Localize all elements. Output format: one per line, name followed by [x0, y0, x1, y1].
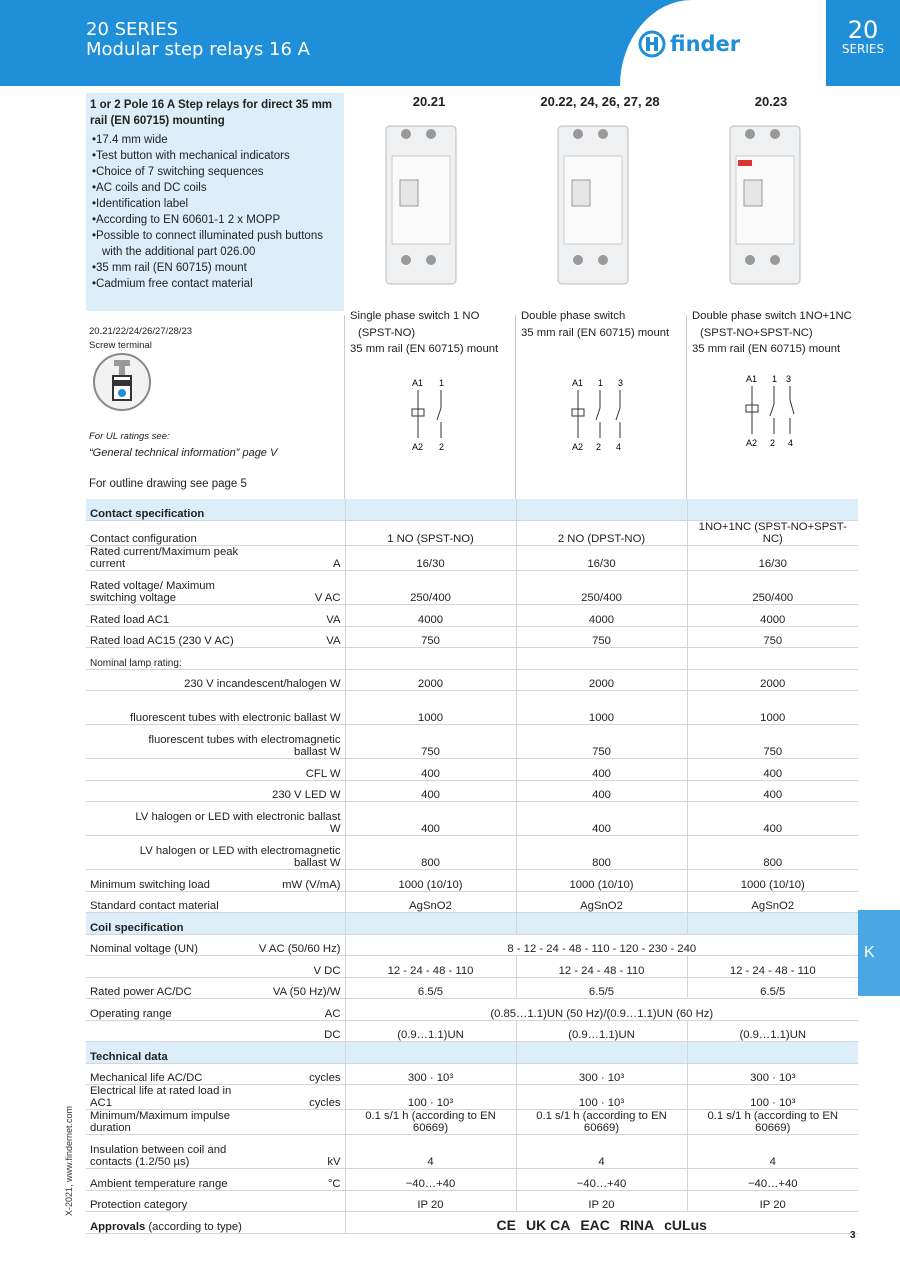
table-cell	[687, 1042, 858, 1064]
row-value: 6.5/5	[345, 977, 516, 999]
row-value: 400	[345, 780, 516, 802]
row-label: Electrical life at rated load in AC1	[86, 1085, 255, 1110]
features-list	[90, 132, 340, 292]
table-row	[86, 499, 858, 521]
table-cell	[516, 1042, 687, 1064]
row-value: IP 20	[687, 1190, 858, 1212]
row-value: (0.9…1.1)UN	[345, 1020, 516, 1042]
row-value: 400	[687, 802, 858, 836]
row-value: 1NO+1NC (SPST-NO+SPST-NC)	[687, 521, 858, 546]
approval-mark-icon: EAC	[580, 1216, 610, 1233]
table-cell	[345, 499, 516, 521]
table-row	[86, 780, 858, 802]
row-unit	[255, 1110, 345, 1135]
approval-mark-icon: RINA	[619, 1216, 655, 1233]
spec-table	[86, 499, 858, 1234]
table-row	[86, 1110, 858, 1135]
svg-text:1: 1	[772, 374, 778, 384]
feature-item: • AC coils and DC coils	[90, 180, 340, 196]
table-row	[86, 934, 858, 956]
row-label: Insulation between coil and contacts (1.2/50 µs)	[86, 1135, 255, 1169]
row-label: Nominal lamp rating:	[86, 648, 345, 670]
feature-item: • Identification label	[90, 196, 340, 212]
table-cell	[687, 499, 858, 521]
row-unit: VA	[255, 605, 345, 627]
product-head-3: 20.23	[754, 94, 788, 109]
row-value: 1000 (10/10)	[516, 870, 687, 892]
table-row	[86, 648, 858, 670]
row-unit: V DC	[255, 956, 345, 978]
table-cell	[516, 648, 687, 670]
row-unit	[255, 891, 345, 913]
row-unit: DC	[255, 1020, 345, 1042]
row-value: 400	[516, 780, 687, 802]
approval-marks-row	[350, 1217, 855, 1233]
row-unit: VA (50 Hz)/W	[255, 977, 345, 999]
row-value: 8 - 12 - 24 - 48 - 110 - 120 - 230 - 240	[345, 934, 858, 956]
svg-text:A2: A2	[746, 438, 758, 448]
row-value: 100 · 10³	[345, 1085, 516, 1110]
section-heading: Contact specification	[86, 499, 345, 521]
svg-text:3: 3	[618, 378, 624, 388]
row-value: 2 NO (DPST-NO)	[516, 521, 687, 546]
section-heading: Coil specification	[86, 913, 345, 935]
row-unit: kV	[255, 1135, 345, 1169]
row-value: IP 20	[345, 1190, 516, 1212]
row-value: 750	[516, 725, 687, 759]
outline-note: For outline drawing see page 5	[89, 478, 247, 490]
row-unit: A	[255, 546, 345, 571]
svg-text:A1: A1	[572, 378, 584, 388]
lamp-label: CFL W	[86, 759, 345, 781]
approvals-title: Approvals	[90, 1220, 146, 1233]
table-row	[86, 691, 858, 725]
row-value: 4000	[345, 605, 516, 627]
row-label: Ambient temperature range	[86, 1169, 255, 1191]
row-label: Rated current/Maximum peak current	[86, 546, 255, 571]
table-row	[86, 1085, 858, 1110]
table-row	[86, 956, 858, 978]
approval-mark-icon: UK CA	[526, 1216, 571, 1233]
lamp-label: fluorescent tubes with electromagnetic ballast W	[86, 725, 345, 759]
table-cell	[345, 648, 516, 670]
row-value: 400	[345, 802, 516, 836]
row-value: 400	[687, 759, 858, 781]
table-row	[86, 1135, 858, 1169]
finder-logo: finder	[638, 30, 740, 58]
row-unit: mW (V/mA)	[255, 870, 345, 892]
relay-image-2022	[548, 120, 656, 290]
row-label: Rated load AC15 (230 V AC)	[86, 626, 255, 648]
svg-text:2: 2	[439, 442, 445, 452]
row-label: Standard contact material	[86, 891, 255, 913]
row-value: 12 - 24 - 48 - 110	[345, 956, 516, 978]
row-unit	[255, 521, 345, 546]
row-label: Contact configuration	[86, 521, 255, 546]
row-value: 1000	[345, 691, 516, 725]
svg-text:A1: A1	[412, 378, 424, 388]
product-desc-3: Double phase switch 1NO+1NC (SPST-NO+SPST-NC) 35 mm rail (EN 60715) mount	[692, 310, 852, 355]
table-cell	[687, 648, 858, 670]
row-value: 750	[345, 725, 516, 759]
svg-text:A2: A2	[412, 442, 424, 452]
row-value: 250/400	[345, 571, 516, 605]
row-value: 1 NO (SPST-NO)	[345, 521, 516, 546]
svg-text:3: 3	[786, 374, 792, 384]
row-value: 750	[345, 626, 516, 648]
row-value: 250/400	[687, 571, 858, 605]
row-label: Protection category	[86, 1190, 255, 1212]
row-value: 12 - 24 - 48 - 110	[687, 956, 858, 978]
row-value: −40…+40	[345, 1169, 516, 1191]
approvals-label	[86, 1212, 345, 1234]
approval-marks	[345, 1212, 858, 1234]
product-desc-2: Double phase switch 35 mm rail (EN 60715) mount	[521, 310, 670, 339]
feature-item: • Possible to connect illuminated push buttons with the additional part 026.00	[90, 228, 340, 260]
row-value: 4000	[687, 605, 858, 627]
row-value: AgSnO2	[345, 891, 516, 913]
lamp-label: LV halogen or LED with electronic ballast W	[86, 802, 345, 836]
row-value: 0.1 s/1 h (according to EN 60669)	[345, 1110, 516, 1135]
row-value: 2000	[516, 669, 687, 691]
row-unit: V AC (50/60 Hz)	[255, 934, 345, 956]
approval-mark-icon: cULus	[664, 1216, 707, 1233]
row-value: 16/30	[516, 546, 687, 571]
row-value: (0.85…1.1)UN (50 Hz)/(0.9…1.1)UN (60 Hz)	[345, 999, 858, 1021]
lamp-label: fluorescent tubes with electronic ballast W	[86, 691, 345, 725]
table-cell	[345, 913, 516, 935]
table-row	[86, 571, 858, 605]
row-value: 6.5/5	[687, 977, 858, 999]
row-value: 4000	[516, 605, 687, 627]
svg-text:1: 1	[598, 378, 604, 388]
row-value: 4	[687, 1135, 858, 1169]
row-value: 12 - 24 - 48 - 110	[516, 956, 687, 978]
table-row	[86, 1190, 858, 1212]
row-value: 4	[516, 1135, 687, 1169]
table-row	[86, 546, 858, 571]
row-unit: °C	[255, 1169, 345, 1191]
row-value: IP 20	[516, 1190, 687, 1212]
row-unit: AC	[255, 999, 345, 1021]
product-head-1: 20.21	[412, 94, 446, 109]
row-unit: cycles	[255, 1063, 345, 1085]
section-heading: Technical data	[86, 1042, 345, 1064]
svg-text:4: 4	[616, 442, 622, 452]
row-value: 750	[687, 725, 858, 759]
lamp-label: 230 V LED W	[86, 780, 345, 802]
row-unit: VA	[255, 626, 345, 648]
row-value: 400	[516, 759, 687, 781]
table-cell	[687, 913, 858, 935]
row-value: 16/30	[687, 546, 858, 571]
svg-text:A2: A2	[572, 442, 584, 452]
product-head-2: 20.22, 24, 26, 27, 28	[540, 94, 660, 109]
row-value: (0.9…1.1)UN	[687, 1020, 858, 1042]
svg-text:2: 2	[596, 442, 602, 452]
row-label: Rated load AC1	[86, 605, 255, 627]
table-row	[86, 626, 858, 648]
row-value: AgSnO2	[687, 891, 858, 913]
row-value: 1000 (10/10)	[345, 870, 516, 892]
table-row	[86, 999, 858, 1021]
feature-item: • Choice of 7 switching sequences	[90, 164, 340, 180]
approvals-sub: (according to type)	[148, 1220, 242, 1233]
row-value: 300 · 10³	[687, 1063, 858, 1085]
screw-terminal-icon	[92, 352, 152, 412]
row-value: 400	[345, 759, 516, 781]
svg-text:2: 2	[770, 438, 776, 448]
row-value: AgSnO2	[516, 891, 687, 913]
table-row	[86, 891, 858, 913]
row-value: 100 · 10³	[687, 1085, 858, 1110]
product-desc-1: Single phase switch 1 NO (SPST-NO) 35 mm rail (EN 60715) mount	[350, 310, 499, 355]
table-row	[86, 836, 858, 870]
features-box	[86, 93, 344, 311]
row-value: (0.9…1.1)UN	[516, 1020, 687, 1042]
page-title: 20 SERIES Modular step relays 16 A	[86, 19, 310, 60]
row-value: 16/30	[345, 546, 516, 571]
table-cell	[86, 1020, 255, 1042]
row-value: 1000	[687, 691, 858, 725]
wiring-diagram-2023	[744, 370, 814, 452]
table-row	[86, 605, 858, 627]
row-label: Minimum switching load	[86, 870, 255, 892]
table-cell	[345, 1042, 516, 1064]
table-row	[86, 977, 858, 999]
row-value: 4	[345, 1135, 516, 1169]
row-value: 750	[687, 626, 858, 648]
table-row	[86, 1212, 858, 1234]
row-label: Nominal voltage (UN)	[86, 934, 255, 956]
wiring-diagram-2021	[408, 374, 468, 456]
row-value: 800	[516, 836, 687, 870]
table-row	[86, 725, 858, 759]
column-divider	[515, 315, 516, 500]
row-value: 2000	[345, 669, 516, 691]
table-row	[86, 802, 858, 836]
row-value: 750	[516, 626, 687, 648]
table-cell	[516, 499, 687, 521]
row-value: −40…+40	[516, 1169, 687, 1191]
page-number: 3	[850, 1230, 856, 1241]
row-label: Mechanical life AC/DC	[86, 1063, 255, 1085]
lamp-label: 230 V incandescent/halogen W	[86, 669, 345, 691]
table-row	[86, 913, 858, 935]
wiring-diagram-2022	[570, 374, 640, 456]
relay-image-2021	[376, 120, 484, 290]
table-row	[86, 1169, 858, 1191]
row-value: 400	[687, 780, 858, 802]
terminal-types: 20.21/22/24/26/27/28/23	[89, 326, 193, 337]
row-unit: V AC	[255, 571, 345, 605]
approval-mark-icon: CE	[496, 1216, 516, 1233]
svg-text:1: 1	[439, 378, 445, 388]
feature-item: • 35 mm rail (EN 60715) mount	[90, 260, 340, 276]
row-label: Rated power AC/DC	[86, 977, 255, 999]
series-badge: 20 SERIES	[826, 0, 900, 86]
row-value: 300 · 10³	[345, 1063, 516, 1085]
terminal-label: Screw terminal	[89, 340, 152, 351]
feature-item: • 17.4 mm wide	[90, 132, 340, 148]
row-value: 400	[516, 802, 687, 836]
row-value: 0.1 s/1 h (according to EN 60669)	[516, 1110, 687, 1135]
row-value: 800	[345, 836, 516, 870]
row-unit: cycles	[255, 1085, 345, 1110]
row-value: 1000 (10/10)	[687, 870, 858, 892]
table-row	[86, 1063, 858, 1085]
relay-image-2023	[720, 120, 828, 290]
row-label: Minimum/Maximum impulse duration	[86, 1110, 255, 1135]
features-title: 1 or 2 Pole 16 A Step relays for direct 35 mm rail (EN 60715) mounting	[90, 99, 333, 127]
ul-note: For UL ratings see: “General technical information” page V	[89, 431, 278, 459]
table-cell	[86, 956, 255, 978]
feature-item: • Cadmium free contact material	[90, 276, 340, 292]
row-label: Operating range	[86, 999, 255, 1021]
section-tab-k: K	[858, 910, 900, 996]
row-value: 6.5/5	[516, 977, 687, 999]
table-row	[86, 1042, 858, 1064]
table-row	[86, 669, 858, 691]
lamp-label: LV halogen or LED with electromagnetic ballast W	[86, 836, 345, 870]
finder-logo-icon	[638, 30, 666, 58]
table-cell	[516, 913, 687, 935]
table-row	[86, 521, 858, 546]
row-value: −40…+40	[687, 1169, 858, 1191]
row-value: 250/400	[516, 571, 687, 605]
row-unit	[255, 1190, 345, 1212]
row-value: 300 · 10³	[516, 1063, 687, 1085]
row-value: 100 · 10³	[516, 1085, 687, 1110]
feature-item: • According to EN 60601-1 2 x MOPP	[90, 212, 340, 228]
row-value: 2000	[687, 669, 858, 691]
table-row	[86, 870, 858, 892]
table-row	[86, 759, 858, 781]
svg-text:A1: A1	[746, 374, 758, 384]
svg-text:4: 4	[788, 438, 794, 448]
row-label: Rated voltage/ Maximum switching voltage	[86, 571, 255, 605]
side-copyright: X-2021, www.findernet.com	[64, 1105, 74, 1216]
row-value: 0.1 s/1 h (according to EN 60669)	[687, 1110, 858, 1135]
row-value: 1000	[516, 691, 687, 725]
row-value: 800	[687, 836, 858, 870]
feature-item: • Test button with mechanical indicators	[90, 148, 340, 164]
table-row	[86, 1020, 858, 1042]
